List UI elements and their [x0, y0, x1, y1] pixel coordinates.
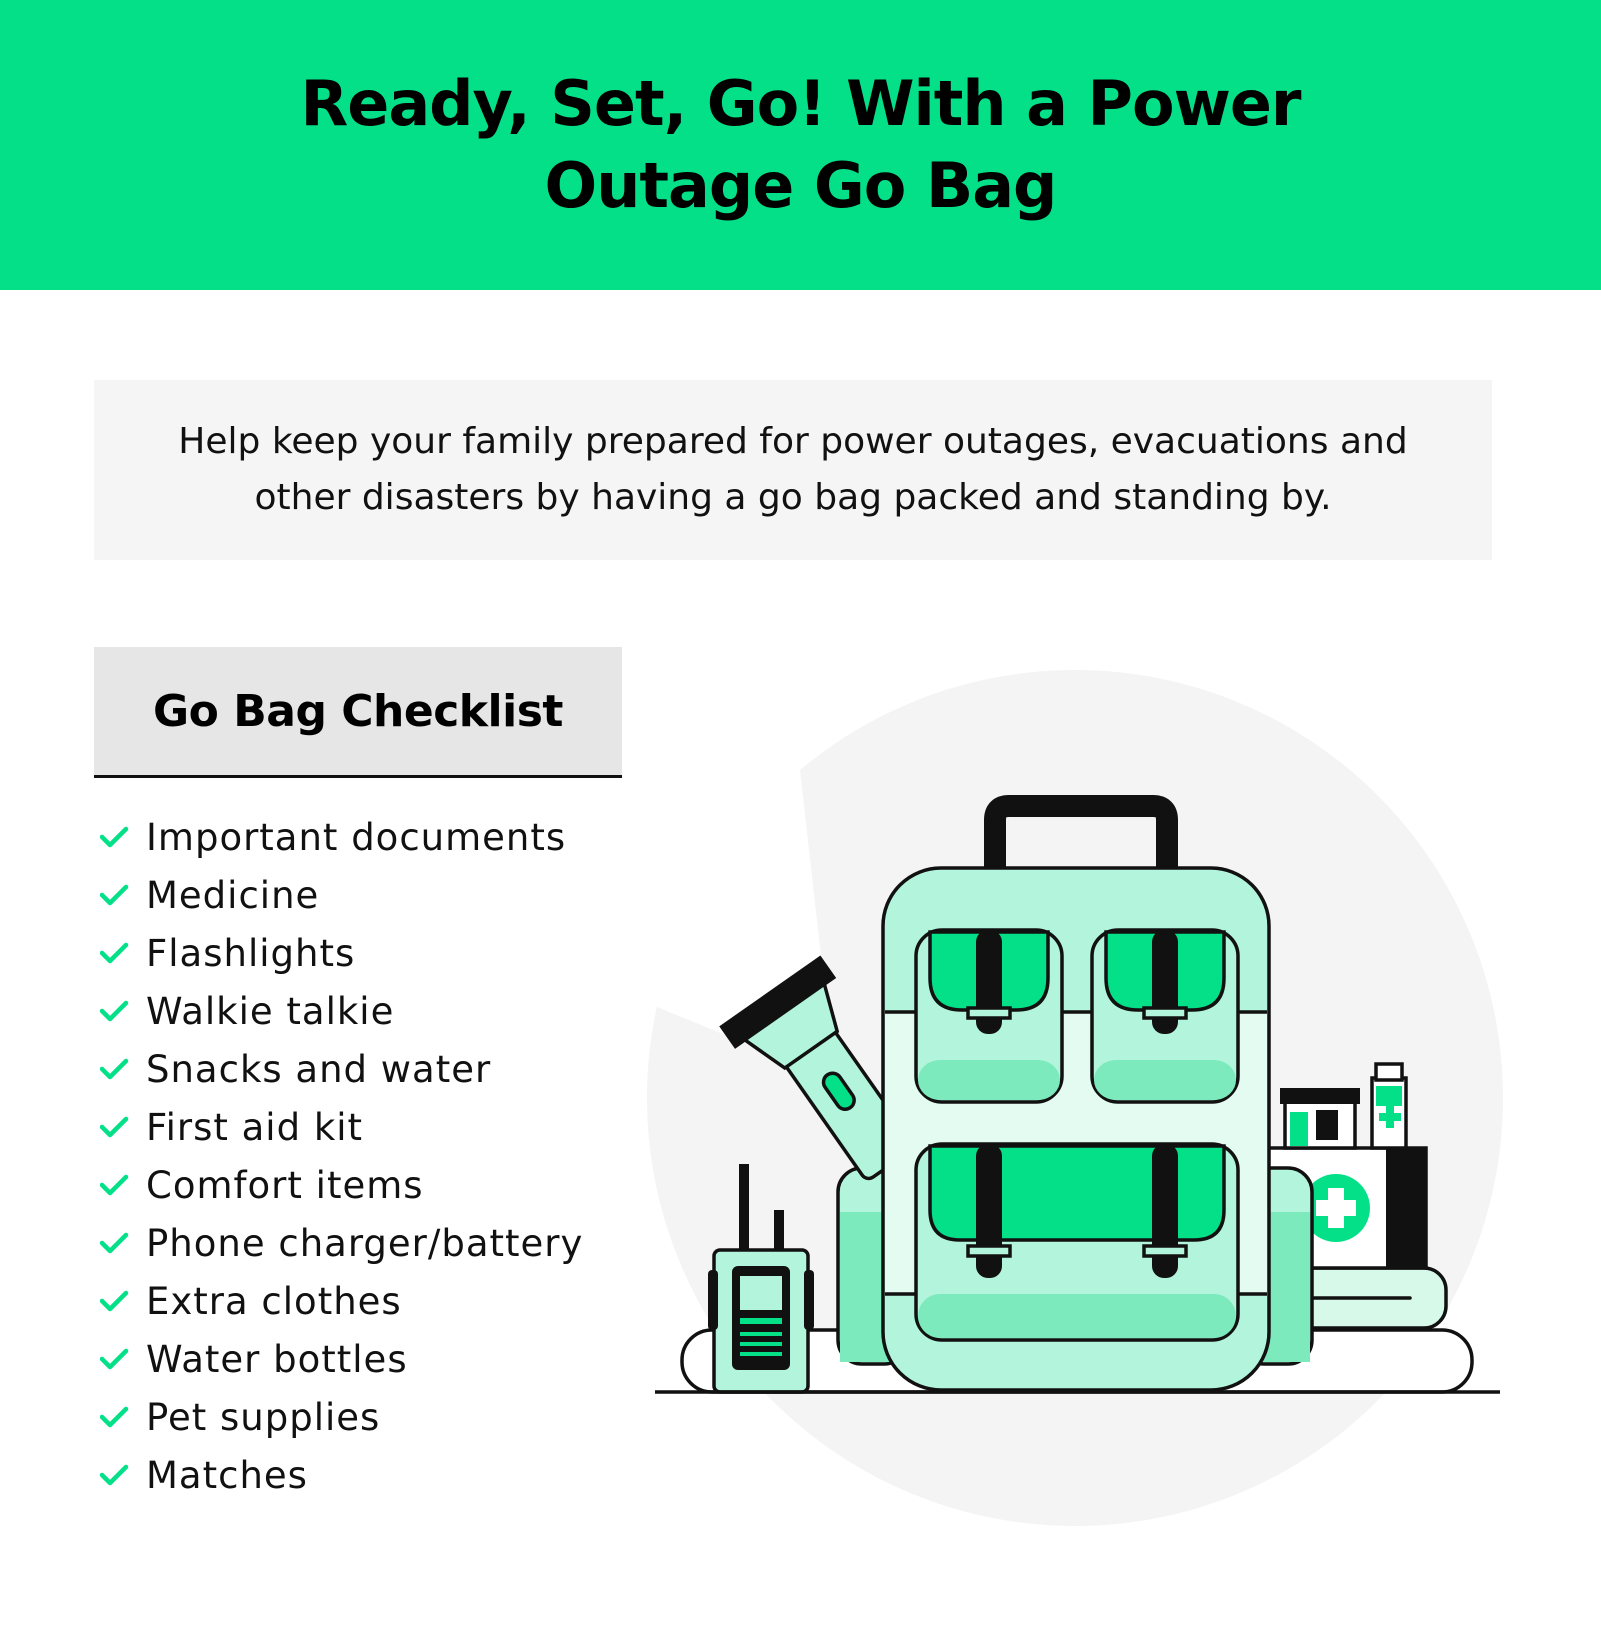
go-bag-illustration — [640, 660, 1520, 1540]
checklist-item-label: Snacks and water — [146, 1047, 492, 1091]
checkmark-icon — [100, 991, 146, 1031]
checklist-item-label: Flashlights — [146, 931, 356, 975]
checkmark-icon — [100, 1397, 146, 1437]
checklist-item — [100, 1156, 583, 1214]
checklist-item — [100, 924, 583, 982]
checklist-item-label: Phone charger/battery — [146, 1221, 584, 1265]
intro-text — [143, 414, 1443, 526]
checklist-item-label: Matches — [146, 1453, 308, 1497]
checklist-item-label: Extra clothes — [146, 1279, 402, 1323]
checkmark-icon — [100, 1223, 146, 1263]
checkmark-icon — [100, 1281, 146, 1321]
checklist-title: Go Bag Checklist — [153, 685, 563, 737]
checklist-item-label: Important documents — [146, 815, 567, 859]
header-banner — [0, 0, 1601, 290]
checklist-item-label: Medicine — [146, 873, 320, 917]
page-title — [301, 63, 1301, 227]
checklist-item-label: Water bottles — [146, 1337, 408, 1381]
checklist-item-label: Pet supplies — [146, 1395, 381, 1439]
intro-panel — [94, 380, 1492, 560]
checkmark-icon — [100, 1165, 146, 1205]
intro-text-line-2: other disasters by having a go bag packed and standing by. — [254, 477, 1332, 518]
checklist-item — [100, 982, 583, 1040]
page-title-line-2: Outage Go Bag — [544, 149, 1057, 222]
intro-text-line-1: Help keep your family prepared for power outages, evacuations and — [178, 421, 1408, 462]
checklist-item — [100, 1446, 583, 1504]
checkmark-icon — [100, 817, 146, 857]
backpack-icon — [883, 868, 1269, 1390]
checkmark-icon — [100, 1107, 146, 1147]
checklist-item — [100, 808, 583, 866]
checklist-item — [100, 1098, 583, 1156]
checklist-item — [100, 1330, 583, 1388]
checklist-item — [100, 1388, 583, 1446]
checklist-item — [100, 1272, 583, 1330]
checklist-item-label: First aid kit — [146, 1105, 364, 1149]
checkmark-icon — [100, 1049, 146, 1089]
checkmark-icon — [100, 933, 146, 973]
page-title-line-1: Ready, Set, Go! With a Power — [300, 67, 1301, 140]
checklist-item — [100, 1040, 583, 1098]
checklist-item — [100, 866, 583, 924]
checkmark-icon — [100, 875, 146, 915]
checklist-item-label: Comfort items — [146, 1163, 424, 1207]
checkmark-icon — [100, 1339, 146, 1379]
checklist-item — [100, 1214, 583, 1272]
checklist-item-label: Walkie talkie — [146, 989, 395, 1033]
checklist — [100, 808, 583, 1504]
checkmark-icon — [100, 1455, 146, 1495]
checklist-heading-box — [94, 647, 622, 778]
